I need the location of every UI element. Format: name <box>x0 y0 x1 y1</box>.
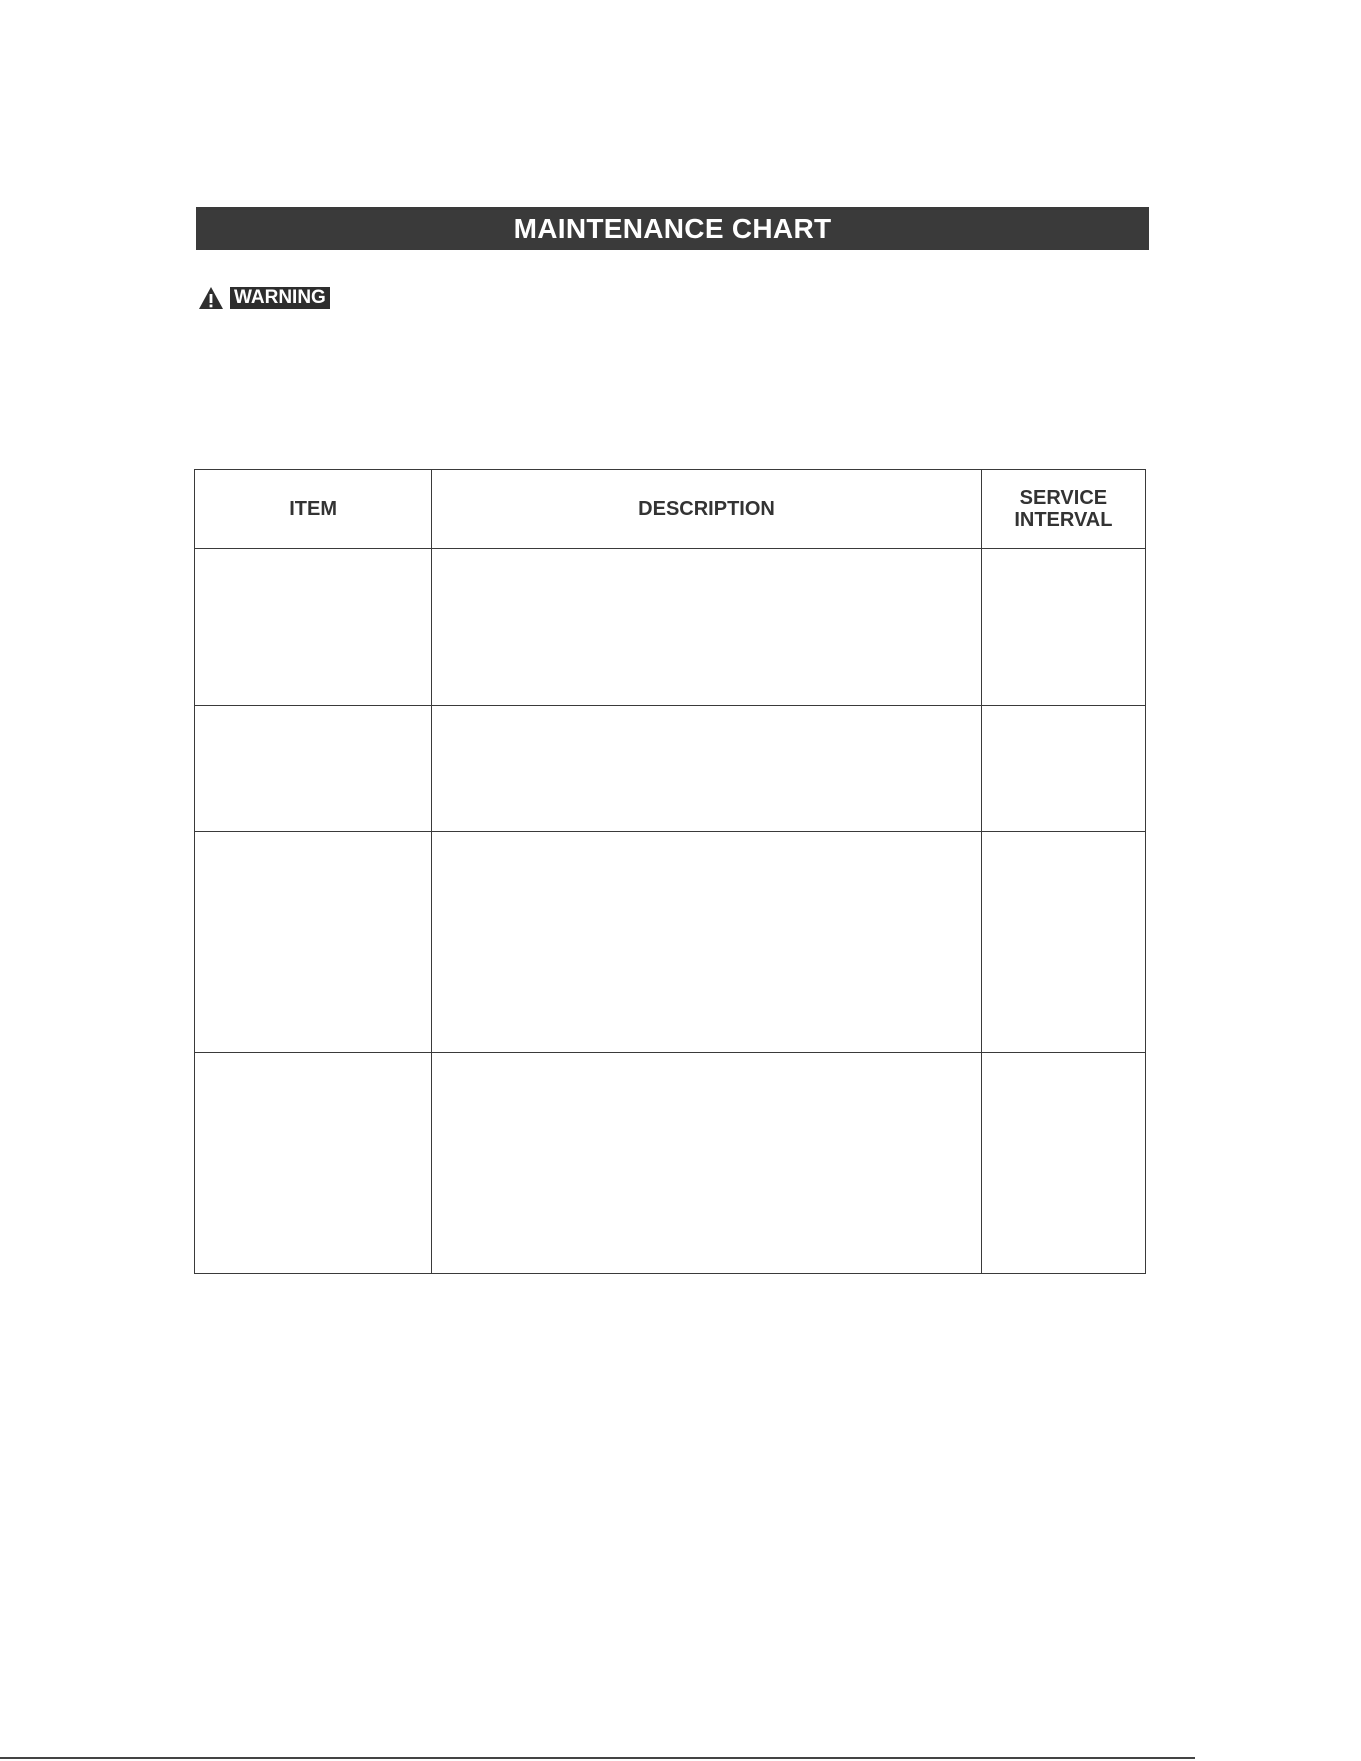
description-cell <box>432 706 982 832</box>
table-row <box>195 706 1146 832</box>
table-row <box>195 1053 1146 1274</box>
interval-cell <box>981 706 1145 832</box>
page-title: MAINTENANCE CHART <box>513 212 832 244</box>
item-cell <box>195 549 432 706</box>
description-cell <box>432 832 982 1053</box>
warning-label: WARNING <box>230 287 330 309</box>
table-row <box>195 549 1146 706</box>
title-banner <box>196 207 1149 250</box>
interval-cell <box>981 832 1145 1053</box>
item-cell <box>195 832 432 1053</box>
description-cell <box>432 1053 982 1274</box>
description-cell <box>432 549 982 706</box>
column-header-service-interval: SERVICE INTERVAL <box>981 470 1145 549</box>
item-cell <box>195 706 432 832</box>
warning-triangle-icon <box>198 286 224 310</box>
column-header-description: DESCRIPTION <box>432 470 982 549</box>
interval-cell <box>981 549 1145 706</box>
item-cell <box>195 1053 432 1274</box>
warning-notice <box>198 286 330 310</box>
column-header-item: ITEM <box>195 470 432 549</box>
maintenance-table <box>194 469 1146 1274</box>
page-bottom-rule <box>0 1757 1195 1759</box>
interval-cell <box>981 1053 1145 1274</box>
table-header-row <box>195 470 1146 549</box>
table-row <box>195 832 1146 1053</box>
